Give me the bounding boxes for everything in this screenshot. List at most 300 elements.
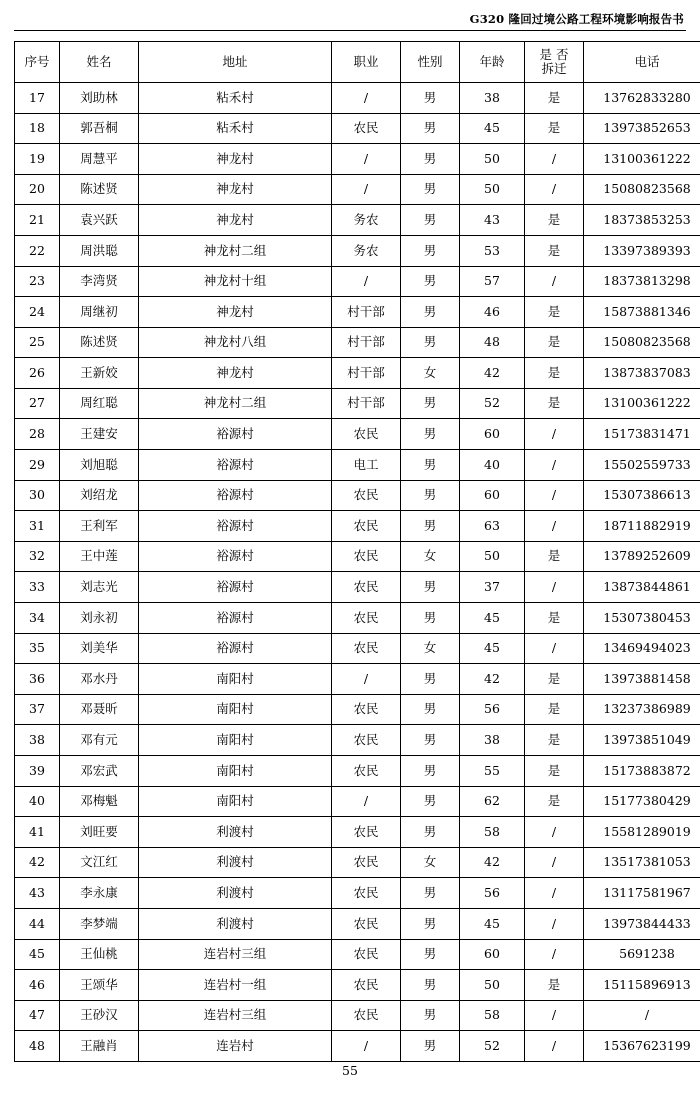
cell-index: 41 xyxy=(15,817,60,848)
cell-address: 神龙村十组 xyxy=(139,266,332,297)
table-row xyxy=(15,786,700,817)
cell-gender: 男 xyxy=(401,511,460,542)
cell-address: 南阳村 xyxy=(139,786,332,817)
table-row xyxy=(15,633,700,664)
cell-name: 周慧平 xyxy=(60,144,139,175)
cell-age: 60 xyxy=(460,419,525,450)
cell-occupation: 农民 xyxy=(332,511,401,542)
cell-phone: / xyxy=(584,1000,700,1031)
cell-gender: 男 xyxy=(401,419,460,450)
table-row xyxy=(15,205,700,236)
cell-gender: 男 xyxy=(401,205,460,236)
table-row xyxy=(15,450,700,481)
cell-age: 52 xyxy=(460,1031,525,1062)
table-row xyxy=(15,235,700,266)
table-row xyxy=(15,511,700,542)
cell-age: 48 xyxy=(460,327,525,358)
cell-address: 连岩村 xyxy=(139,1031,332,1062)
cell-name: 王颂华 xyxy=(60,970,139,1001)
table-row xyxy=(15,1031,700,1062)
cell-age: 62 xyxy=(460,786,525,817)
cell-demolition: / xyxy=(525,419,584,450)
column-header-gender: 性别 xyxy=(401,41,460,82)
cell-index: 38 xyxy=(15,725,60,756)
cell-index: 27 xyxy=(15,388,60,419)
cell-name: 王融肖 xyxy=(60,1031,139,1062)
cell-index: 35 xyxy=(15,633,60,664)
cell-age: 45 xyxy=(460,603,525,634)
cell-demolition: / xyxy=(525,144,584,175)
table-body xyxy=(15,82,700,1061)
cell-demolition: 是 xyxy=(525,82,584,113)
table-row xyxy=(15,419,700,450)
table-row xyxy=(15,847,700,878)
cell-address: 南阳村 xyxy=(139,756,332,787)
cell-index: 22 xyxy=(15,235,60,266)
cell-phone: 13762833280 xyxy=(584,82,700,113)
cell-name: 王建安 xyxy=(60,419,139,450)
cell-address: 裕源村 xyxy=(139,633,332,664)
cell-index: 24 xyxy=(15,297,60,328)
cell-gender: 男 xyxy=(401,603,460,634)
cell-phone: 15177380429 xyxy=(584,786,700,817)
cell-age: 42 xyxy=(460,664,525,695)
cell-address: 连岩村一组 xyxy=(139,970,332,1001)
column-header-occupation: 职业 xyxy=(332,41,401,82)
cell-name: 陈述贤 xyxy=(60,174,139,205)
cell-phone: 15307380453 xyxy=(584,603,700,634)
cell-name: 刘旭聪 xyxy=(60,450,139,481)
cell-gender: 男 xyxy=(401,174,460,205)
cell-occupation: / xyxy=(332,174,401,205)
table-row xyxy=(15,603,700,634)
cell-demolition: 是 xyxy=(525,388,584,419)
cell-address: 神龙村 xyxy=(139,297,332,328)
cell-phone: 15307386613 xyxy=(584,480,700,511)
table-row xyxy=(15,327,700,358)
cell-name: 王新姣 xyxy=(60,358,139,389)
cell-address: 粘禾村 xyxy=(139,113,332,144)
cell-phone: 15173831471 xyxy=(584,419,700,450)
cell-age: 50 xyxy=(460,541,525,572)
cell-gender: 男 xyxy=(401,388,460,419)
cell-age: 42 xyxy=(460,358,525,389)
cell-address: 南阳村 xyxy=(139,694,332,725)
cell-phone: 13973852653 xyxy=(584,113,700,144)
column-header-demolition-line2: 拆迁 xyxy=(541,60,567,76)
cell-occupation: 电工 xyxy=(332,450,401,481)
cell-name: 刘旺要 xyxy=(60,817,139,848)
cell-demolition: / xyxy=(525,908,584,939)
cell-demolition: / xyxy=(525,878,584,909)
cell-index: 32 xyxy=(15,541,60,572)
cell-name: 邓水丹 xyxy=(60,664,139,695)
cell-age: 50 xyxy=(460,144,525,175)
cell-gender: 男 xyxy=(401,82,460,113)
cell-phone: 13397389393 xyxy=(584,235,700,266)
cell-gender: 男 xyxy=(401,725,460,756)
cell-address: 裕源村 xyxy=(139,603,332,634)
cell-age: 46 xyxy=(460,297,525,328)
cell-name: 刘志光 xyxy=(60,572,139,603)
cell-gender: 女 xyxy=(401,847,460,878)
cell-phone: 15080823568 xyxy=(584,327,700,358)
cell-gender: 男 xyxy=(401,786,460,817)
cell-address: 神龙村 xyxy=(139,144,332,175)
cell-demolition: 是 xyxy=(525,970,584,1001)
table-row xyxy=(15,694,700,725)
table-row xyxy=(15,817,700,848)
column-header-address: 地址 xyxy=(139,41,332,82)
cell-address: 粘禾村 xyxy=(139,82,332,113)
table-row xyxy=(15,541,700,572)
cell-gender: 女 xyxy=(401,358,460,389)
cell-address: 神龙村 xyxy=(139,205,332,236)
cell-occupation: / xyxy=(332,664,401,695)
cell-age: 60 xyxy=(460,480,525,511)
cell-demolition: / xyxy=(525,817,584,848)
cell-demolition: 是 xyxy=(525,358,584,389)
column-header-age: 年龄 xyxy=(460,41,525,82)
table-row xyxy=(15,756,700,787)
cell-address: 神龙村二组 xyxy=(139,388,332,419)
table-row xyxy=(15,725,700,756)
cell-occupation: / xyxy=(332,82,401,113)
cell-occupation: / xyxy=(332,144,401,175)
cell-address: 裕源村 xyxy=(139,572,332,603)
cell-demolition: / xyxy=(525,1031,584,1062)
table-row xyxy=(15,297,700,328)
cell-index: 26 xyxy=(15,358,60,389)
cell-gender: 男 xyxy=(401,450,460,481)
cell-phone: 13973851049 xyxy=(584,725,700,756)
cell-address: 神龙村 xyxy=(139,174,332,205)
cell-demolition: 是 xyxy=(525,113,584,144)
cell-occupation: 农民 xyxy=(332,847,401,878)
cell-index: 17 xyxy=(15,82,60,113)
cell-gender: 男 xyxy=(401,878,460,909)
cell-demolition: 是 xyxy=(525,664,584,695)
page-number: 55 xyxy=(342,1063,358,1078)
cell-age: 38 xyxy=(460,82,525,113)
cell-name: 李梦端 xyxy=(60,908,139,939)
cell-phone: 15581289019 xyxy=(584,817,700,848)
cell-demolition: / xyxy=(525,572,584,603)
cell-demolition: / xyxy=(525,633,584,664)
cell-age: 56 xyxy=(460,694,525,725)
cell-gender: 男 xyxy=(401,572,460,603)
cell-gender: 女 xyxy=(401,633,460,664)
cell-gender: 男 xyxy=(401,144,460,175)
cell-name: 刘绍龙 xyxy=(60,480,139,511)
cell-occupation: 村干部 xyxy=(332,358,401,389)
cell-phone: 15873881346 xyxy=(584,297,700,328)
cell-occupation: 农民 xyxy=(332,756,401,787)
resident-survey-table xyxy=(14,41,700,1062)
cell-name: 王中莲 xyxy=(60,541,139,572)
cell-gender: 男 xyxy=(401,1000,460,1031)
cell-address: 连岩村三组 xyxy=(139,939,332,970)
cell-phone: 15080823568 xyxy=(584,174,700,205)
cell-index: 44 xyxy=(15,908,60,939)
cell-index: 23 xyxy=(15,266,60,297)
cell-occupation: 农民 xyxy=(332,878,401,909)
cell-index: 31 xyxy=(15,511,60,542)
cell-gender: 男 xyxy=(401,939,460,970)
cell-demolition: / xyxy=(525,266,584,297)
cell-age: 45 xyxy=(460,908,525,939)
table-row xyxy=(15,664,700,695)
cell-phone: 13973844433 xyxy=(584,908,700,939)
cell-phone: 13237386989 xyxy=(584,694,700,725)
table-row xyxy=(15,144,700,175)
cell-gender: 男 xyxy=(401,235,460,266)
cell-demolition: 是 xyxy=(525,235,584,266)
cell-age: 42 xyxy=(460,847,525,878)
cell-demolition: / xyxy=(525,511,584,542)
cell-occupation: 农民 xyxy=(332,817,401,848)
cell-name: 王利军 xyxy=(60,511,139,542)
cell-index: 20 xyxy=(15,174,60,205)
cell-age: 58 xyxy=(460,1000,525,1031)
cell-name: 文江红 xyxy=(60,847,139,878)
cell-phone: 13973881458 xyxy=(584,664,700,695)
cell-demolition: 是 xyxy=(525,297,584,328)
cell-address: 利渡村 xyxy=(139,817,332,848)
cell-address: 裕源村 xyxy=(139,480,332,511)
cell-index: 43 xyxy=(15,878,60,909)
cell-gender: 男 xyxy=(401,297,460,328)
column-header-index: 序号 xyxy=(15,41,60,82)
cell-demolition: / xyxy=(525,847,584,878)
cell-name: 李湾贤 xyxy=(60,266,139,297)
table-row xyxy=(15,480,700,511)
table-row xyxy=(15,970,700,1001)
cell-phone: 15502559733 xyxy=(584,450,700,481)
cell-index: 21 xyxy=(15,205,60,236)
cell-gender: 男 xyxy=(401,694,460,725)
cell-address: 裕源村 xyxy=(139,541,332,572)
table-row xyxy=(15,266,700,297)
cell-name: 李永康 xyxy=(60,878,139,909)
cell-occupation: 农民 xyxy=(332,480,401,511)
cell-index: 25 xyxy=(15,327,60,358)
table-row xyxy=(15,908,700,939)
cell-gender: 男 xyxy=(401,664,460,695)
table-header-row xyxy=(15,41,700,82)
table-row xyxy=(15,388,700,419)
cell-name: 周继初 xyxy=(60,297,139,328)
cell-age: 52 xyxy=(460,388,525,419)
cell-address: 利渡村 xyxy=(139,878,332,909)
table-row xyxy=(15,878,700,909)
cell-phone: 15173883872 xyxy=(584,756,700,787)
cell-occupation: 农民 xyxy=(332,113,401,144)
cell-gender: 男 xyxy=(401,817,460,848)
cell-index: 46 xyxy=(15,970,60,1001)
cell-occupation: 农民 xyxy=(332,908,401,939)
cell-occupation: / xyxy=(332,786,401,817)
cell-age: 60 xyxy=(460,939,525,970)
cell-name: 袁兴跃 xyxy=(60,205,139,236)
cell-occupation: 村干部 xyxy=(332,297,401,328)
cell-age: 40 xyxy=(460,450,525,481)
cell-index: 48 xyxy=(15,1031,60,1062)
cell-demolition: / xyxy=(525,450,584,481)
cell-phone: 13517381053 xyxy=(584,847,700,878)
cell-index: 37 xyxy=(15,694,60,725)
cell-age: 50 xyxy=(460,174,525,205)
cell-gender: 男 xyxy=(401,480,460,511)
cell-name: 周洪聪 xyxy=(60,235,139,266)
cell-address: 南阳村 xyxy=(139,725,332,756)
table-row xyxy=(15,113,700,144)
cell-phone: 18373853253 xyxy=(584,205,700,236)
cell-occupation: 务农 xyxy=(332,235,401,266)
cell-index: 40 xyxy=(15,786,60,817)
cell-index: 18 xyxy=(15,113,60,144)
cell-age: 38 xyxy=(460,725,525,756)
cell-occupation: 农民 xyxy=(332,970,401,1001)
cell-occupation: 农民 xyxy=(332,419,401,450)
cell-age: 37 xyxy=(460,572,525,603)
cell-gender: 女 xyxy=(401,541,460,572)
table-row xyxy=(15,572,700,603)
cell-occupation: 农民 xyxy=(332,939,401,970)
cell-name: 郭吾桐 xyxy=(60,113,139,144)
cell-occupation: / xyxy=(332,1031,401,1062)
cell-index: 42 xyxy=(15,847,60,878)
cell-age: 57 xyxy=(460,266,525,297)
table-row xyxy=(15,358,700,389)
cell-demolition: / xyxy=(525,1000,584,1031)
cell-age: 43 xyxy=(460,205,525,236)
cell-gender: 男 xyxy=(401,908,460,939)
cell-name: 刘永初 xyxy=(60,603,139,634)
cell-address: 神龙村 xyxy=(139,358,332,389)
cell-demolition: / xyxy=(525,939,584,970)
column-header-phone: 电话 xyxy=(584,41,700,82)
cell-name: 王砂汉 xyxy=(60,1000,139,1031)
cell-index: 36 xyxy=(15,664,60,695)
cell-address: 神龙村八组 xyxy=(139,327,332,358)
cell-occupation: 村干部 xyxy=(332,388,401,419)
table-row xyxy=(15,82,700,113)
cell-phone: 13873837083 xyxy=(584,358,700,389)
cell-name: 陈述贤 xyxy=(60,327,139,358)
cell-phone: 15367623199 xyxy=(584,1031,700,1062)
cell-age: 53 xyxy=(460,235,525,266)
cell-address: 裕源村 xyxy=(139,511,332,542)
table-row xyxy=(15,1000,700,1031)
cell-occupation: 村干部 xyxy=(332,327,401,358)
cell-address: 神龙村二组 xyxy=(139,235,332,266)
cell-demolition: 是 xyxy=(525,786,584,817)
cell-occupation: 务农 xyxy=(332,205,401,236)
cell-age: 45 xyxy=(460,113,525,144)
cell-phone: 13469494023 xyxy=(584,633,700,664)
cell-index: 34 xyxy=(15,603,60,634)
cell-demolition: 是 xyxy=(525,756,584,787)
cell-index: 19 xyxy=(15,144,60,175)
cell-name: 刘助林 xyxy=(60,82,139,113)
cell-occupation: / xyxy=(332,266,401,297)
cell-gender: 男 xyxy=(401,266,460,297)
cell-demolition: 是 xyxy=(525,694,584,725)
cell-name: 邓聂昕 xyxy=(60,694,139,725)
cell-name: 王仙桃 xyxy=(60,939,139,970)
cell-phone: 18711882919 xyxy=(584,511,700,542)
cell-gender: 男 xyxy=(401,327,460,358)
cell-demolition: 是 xyxy=(525,327,584,358)
cell-address: 利渡村 xyxy=(139,847,332,878)
cell-index: 30 xyxy=(15,480,60,511)
cell-demolition: 是 xyxy=(525,725,584,756)
cell-phone: 13873844861 xyxy=(584,572,700,603)
cell-gender: 男 xyxy=(401,970,460,1001)
cell-index: 39 xyxy=(15,756,60,787)
cell-phone: 15115896913 xyxy=(584,970,700,1001)
cell-demolition: / xyxy=(525,480,584,511)
cell-demolition: 是 xyxy=(525,205,584,236)
cell-gender: 男 xyxy=(401,756,460,787)
cell-phone: 13789252609 xyxy=(584,541,700,572)
table-header xyxy=(15,41,700,82)
cell-name: 邓有元 xyxy=(60,725,139,756)
cell-gender: 男 xyxy=(401,113,460,144)
cell-index: 47 xyxy=(15,1000,60,1031)
cell-address: 裕源村 xyxy=(139,450,332,481)
cell-occupation: 农民 xyxy=(332,541,401,572)
cell-age: 58 xyxy=(460,817,525,848)
table-row xyxy=(15,939,700,970)
cell-address: 利渡村 xyxy=(139,908,332,939)
cell-index: 28 xyxy=(15,419,60,450)
cell-age: 50 xyxy=(460,970,525,1001)
cell-occupation: 农民 xyxy=(332,633,401,664)
cell-age: 56 xyxy=(460,878,525,909)
cell-name: 邓宏武 xyxy=(60,756,139,787)
cell-demolition: 是 xyxy=(525,603,584,634)
cell-name: 邓梅魁 xyxy=(60,786,139,817)
cell-age: 55 xyxy=(460,756,525,787)
column-header-name: 姓名 xyxy=(60,41,139,82)
cell-index: 33 xyxy=(15,572,60,603)
cell-phone: 13100361222 xyxy=(584,144,700,175)
cell-occupation: 农民 xyxy=(332,725,401,756)
cell-demolition: / xyxy=(525,174,584,205)
column-header-demolition-line1: 是 否 xyxy=(539,46,569,62)
cell-index: 45 xyxy=(15,939,60,970)
table-row xyxy=(15,174,700,205)
cell-address: 裕源村 xyxy=(139,419,332,450)
cell-occupation: 农民 xyxy=(332,603,401,634)
cell-age: 63 xyxy=(460,511,525,542)
cell-phone: 18373813298 xyxy=(584,266,700,297)
page-header: G320 隆回过境公路工程环境影响报告书 xyxy=(14,10,686,31)
cell-occupation: 农民 xyxy=(332,572,401,603)
cell-age: 45 xyxy=(460,633,525,664)
cell-name: 刘美华 xyxy=(60,633,139,664)
cell-index: 29 xyxy=(15,450,60,481)
cell-phone: 5691238 xyxy=(584,939,700,970)
cell-demolition: 是 xyxy=(525,541,584,572)
cell-gender: 男 xyxy=(401,1031,460,1062)
cell-phone: 13117581967 xyxy=(584,878,700,909)
cell-occupation: 农民 xyxy=(332,1000,401,1031)
cell-occupation: 农民 xyxy=(332,694,401,725)
cell-address: 南阳村 xyxy=(139,664,332,695)
